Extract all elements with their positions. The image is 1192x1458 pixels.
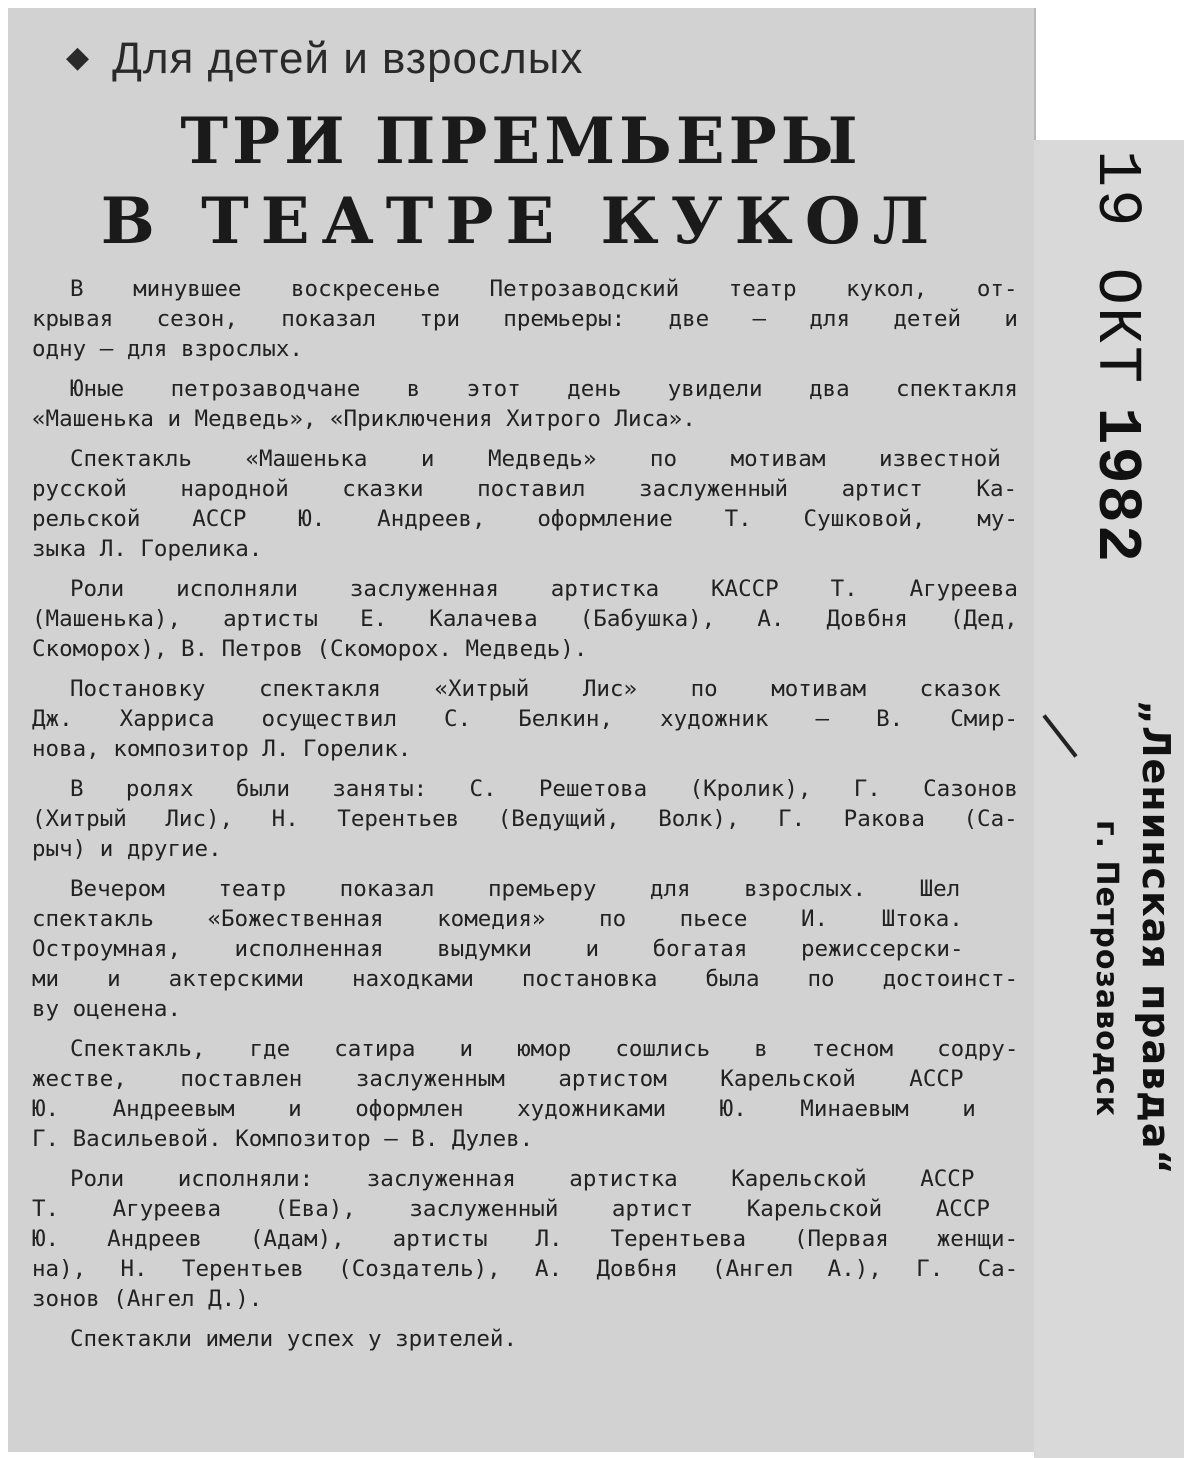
paragraph-line: (Хитрый Лис), Н. Терентьев (Ведущий, Волк), Г. Ракова (Са- [32, 806, 1018, 832]
paragraph-line: Роли исполняли: заслуженная артистка Карельской АССР [70, 1166, 975, 1192]
article-paragraph [32, 444, 1018, 564]
paragraph-line: одну — для взрослых. [32, 336, 303, 362]
article-paragraph [32, 374, 1018, 434]
paragraph-line: Спектакль «Машенька и Медведь» по мотивам известной [70, 446, 1001, 472]
paragraph-line: спектакль «Божественная комедия» по пьесе И. Штока. [32, 906, 963, 932]
paragraph-line: жестве, поставлен заслуженным артистом Карельской АССР [32, 1066, 964, 1092]
article-body [32, 274, 1018, 1364]
paragraph-line: Спектакли имели успех у зрителей. [70, 1326, 518, 1352]
paragraph-line: В ролях были заняты: С. Решетова (Кролик), Г. Сазонов [70, 776, 1018, 802]
article-paragraph [32, 1164, 1018, 1314]
paragraph-line: крывая сезон, показал три премьеры: две — для детей и [32, 306, 1018, 332]
article-paragraph [32, 874, 1018, 1024]
paragraph-line: Ю. Андреевым и оформлен художниками Ю. Минаевым и [32, 1096, 976, 1122]
paragraph-line: ми и актерскими находками постановка была по достоинст- [32, 966, 1018, 992]
paragraph-line: Роли исполняли заслуженная артистка КАССР Т. Агуреева [70, 576, 1018, 602]
paragraph-line: нова, композитор Л. Горелик. [32, 736, 412, 762]
clipping-paper [8, 8, 1036, 1452]
paragraph-line: В минувшее воскресенье Петрозаводский театр кукол, от- [70, 276, 1018, 302]
date-stamp [1060, 150, 1150, 570]
paragraph-line: Т. Агуреева (Ева), заслуженный артист Карельской АССР [32, 1196, 990, 1222]
paragraph-line: Скоморох), В. Петров (Скоморох. Медведь). [32, 636, 588, 662]
stamp-date-day-month: 19 ОКТ [1081, 150, 1152, 386]
paragraph-line: русской народной сказки поставил заслуженный артист Ка- [32, 476, 1018, 502]
rubric-text: Для детей и взрослых [112, 34, 584, 83]
paragraph-line: зонов (Ангел Д.). [32, 1286, 263, 1312]
paragraph-line: Спектакль, где сатира и юмор сошлись в тесном содру- [70, 1036, 1018, 1062]
article-paragraph [32, 1324, 1018, 1354]
paragraph-line: ву оценена. [32, 996, 182, 1022]
rubric-heading [66, 34, 583, 84]
article-paragraph [32, 1034, 1018, 1154]
article-paragraph [32, 674, 1018, 764]
paragraph-line: (Машенька), артисты Е. Калачева (Бабушка), А. Довбня (Дед, [32, 606, 1018, 632]
article-paragraph [32, 774, 1018, 864]
paragraph-line: «Машенька и Медведь», «Приключения Хитрого Лиса». [32, 406, 696, 432]
paragraph-line: Юные петрозаводчане в этот день увидели два спектакля [70, 376, 1018, 402]
paragraph-line: рыч) и другие. [32, 836, 222, 862]
article-paragraph [32, 574, 1018, 664]
paragraph-line: рельской АССР Ю. Андреев, оформление Т. Сушковой, му- [32, 506, 1018, 532]
stamp-newspaper-name: „Ленинская правда“ [1134, 700, 1178, 1176]
stamp-city: г. Петрозаводск [1089, 820, 1124, 1118]
headline-line-1: ТРИ ПРЕМЬЕРЫ [180, 104, 862, 179]
paragraph-line: Г. Васильевой. Композитор — В. Дулев. [32, 1126, 534, 1152]
headline-line-2: В ТЕАТРЕ КУКОЛ [100, 184, 942, 259]
stamp-date-year: 1982 [1081, 407, 1152, 565]
paragraph-line: Ю. Андреев (Адам), артисты Л. Терентьева (Первая женщи- [32, 1226, 1018, 1252]
paragraph-line: Постановку спектакля «Хитрый Лис» по мотивам сказок [70, 676, 1001, 702]
paragraph-line: Вечером театр показал премьеру для взрослых. Шел [70, 876, 961, 902]
paragraph-line: Остроумная, исполненная выдумки и богатая режиссерски- [32, 936, 964, 962]
paragraph-line: Дж. Харриса осуществил С. Белкин, художник — В. Смир- [32, 706, 1018, 732]
article-paragraph [32, 274, 1018, 364]
newspaper-stamp [1060, 700, 1180, 1220]
paragraph-line: зыка Л. Горелика. [32, 536, 263, 562]
paragraph-line: на), Н. Терентьев (Создатель), А. Довбня (Ангел А.), Г. Са- [32, 1256, 1018, 1282]
diamond-bullet-icon: ◆ [66, 41, 91, 74]
